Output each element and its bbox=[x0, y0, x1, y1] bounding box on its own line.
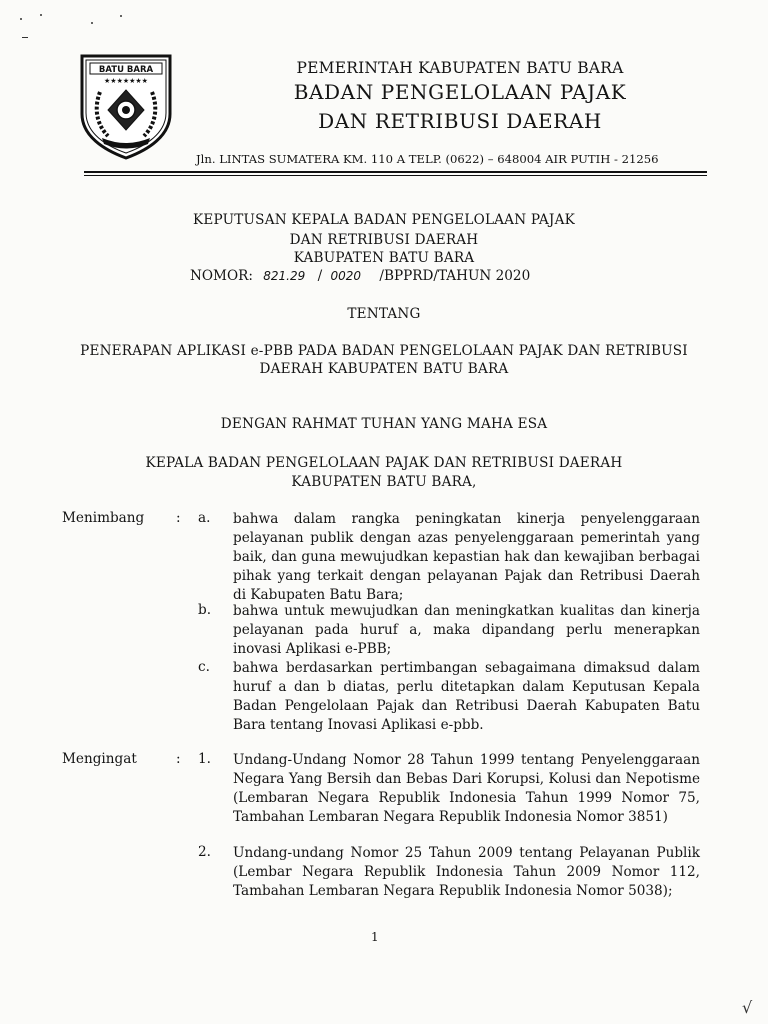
menimbang-item-mark: a. bbox=[198, 510, 211, 526]
decree-number-handwritten-1: 821.29 bbox=[263, 269, 306, 283]
menimbang-item-mark: c. bbox=[198, 659, 210, 675]
decree-number-handwritten-2: 0020 bbox=[330, 269, 362, 283]
menimbang-label: Menimbang bbox=[62, 510, 145, 526]
logo-text: BATU BARA bbox=[98, 65, 154, 75]
tentang-heading: TENTANG bbox=[347, 306, 421, 322]
letterhead-agency-name-cont: DAN RETRIBUSI DAERAH bbox=[318, 109, 602, 133]
menimbang-item-mark: b. bbox=[198, 602, 212, 618]
mengingat-label: Mengingat bbox=[62, 751, 137, 767]
letterhead-government-name: PEMERINTAH KABUPATEN BATU BARA bbox=[296, 59, 624, 77]
decree-title-line-2: DAN RETRIBUSI DAERAH bbox=[289, 232, 479, 248]
decree-number-label: NOMOR: bbox=[190, 268, 253, 284]
letterhead-agency-name: BADAN PENGELOLAAN PAJAK bbox=[293, 80, 627, 104]
page-number: 1 bbox=[371, 930, 379, 944]
mengingat-colon: : bbox=[176, 751, 181, 767]
decree-title-line-1: KEPUTUSAN KEPALA BADAN PENGELOLAAN PAJAK bbox=[193, 212, 575, 228]
subject-line-2: DAERAH KABUPATEN BATU BARA bbox=[259, 361, 509, 377]
letterhead-rule-thin bbox=[84, 175, 707, 176]
svg-text:★★★★★★★: ★★★★★★★ bbox=[104, 77, 148, 85]
decree-number-suffix: /BPPRD/TAHUN 2020 bbox=[379, 268, 531, 284]
mengingat-item-text: Undang-Undang Nomor 28 Tahun 1999 tentang Penyelenggaraan Negara Yang Bersih dan Bebas Dari Korupsi, Kolusi dan Nepotisme (Lembaran Negara Republik Indonesia Tahun 1999 Nomor 75, Tambahan Lembaran Negara Republik Indonesia Nomor 3851) bbox=[233, 752, 700, 826]
mengingat-item-mark: 2. bbox=[198, 844, 211, 860]
letterhead-rule-thick bbox=[84, 171, 707, 173]
decree-number bbox=[190, 268, 530, 284]
menimbang-item-text: bahwa dalam rangka peningkatan kinerja penyelenggaraan pelayanan publik dengan azas penyelenggaraan pemerintah yang baik, dan guna mewujudkan kepastian hak dan kewajiban berbagai pihak yang terkait dengan pelayanan Pajak dan Retribusi Daerah di Kabupaten Batu Bara; bbox=[233, 511, 700, 604]
decree-title-line-3: KABUPATEN BATU BARA bbox=[293, 250, 475, 266]
menimbang-colon: : bbox=[176, 510, 181, 526]
mengingat-item-mark: 1. bbox=[198, 751, 211, 767]
scan-speck bbox=[22, 37, 28, 38]
authority-line-2: KABUPATEN BATU BARA, bbox=[291, 474, 477, 490]
decree-number-separator: / bbox=[317, 268, 323, 284]
mengingat-item-text: Undang-undang Nomor 25 Tahun 2009 tentang Pelayanan Publik (Lembar Negara Republik Indonesia Tahun 2009 Nomor 112, Tambahan Lembaran Negara Republik Indonesia Nomor 5038); bbox=[233, 845, 700, 900]
corner-check-mark: √ bbox=[742, 998, 753, 1017]
scan-speck bbox=[91, 22, 93, 24]
authority-line-1: KEPALA BADAN PENGELOLAAN PAJAK DAN RETRIBUSI DAERAH bbox=[145, 455, 623, 471]
subject-line-1: PENERAPAN APLIKASI e-PBB PADA BADAN PENGELOLAAN PAJAK DAN RETRIBUSI bbox=[80, 343, 688, 359]
scan-speck bbox=[20, 18, 22, 20]
menimbang-item-text: bahwa untuk mewujudkan dan meningkatkan kualitas dan kinerja pelayanan pada huruf a, maka dipandang perlu menerapkan inovasi Aplikasi e-PBB; bbox=[233, 603, 700, 658]
blessing-heading: DENGAN RAHMAT TUHAN YANG MAHA ESA bbox=[220, 416, 548, 432]
scan-speck bbox=[120, 15, 122, 17]
scan-speck bbox=[40, 14, 42, 16]
menimbang-item-text: bahwa berdasarkan pertimbangan sebagaimana dimaksud dalam huruf a dan b diatas, perlu ditetapkan dalam Keputusan Kepala Badan Pengelolaan Pajak dan Retribusi Daerah Kabupaten Batu Bara tentang Inovasi Aplikasi e-pbb. bbox=[233, 660, 700, 734]
letterhead-address: Jln. LINTAS SUMATERA KM. 110 A TELP. (0622) – 648004 AIR PUTIH - 21256 bbox=[196, 152, 659, 166]
regency-emblem-logo bbox=[78, 52, 174, 160]
